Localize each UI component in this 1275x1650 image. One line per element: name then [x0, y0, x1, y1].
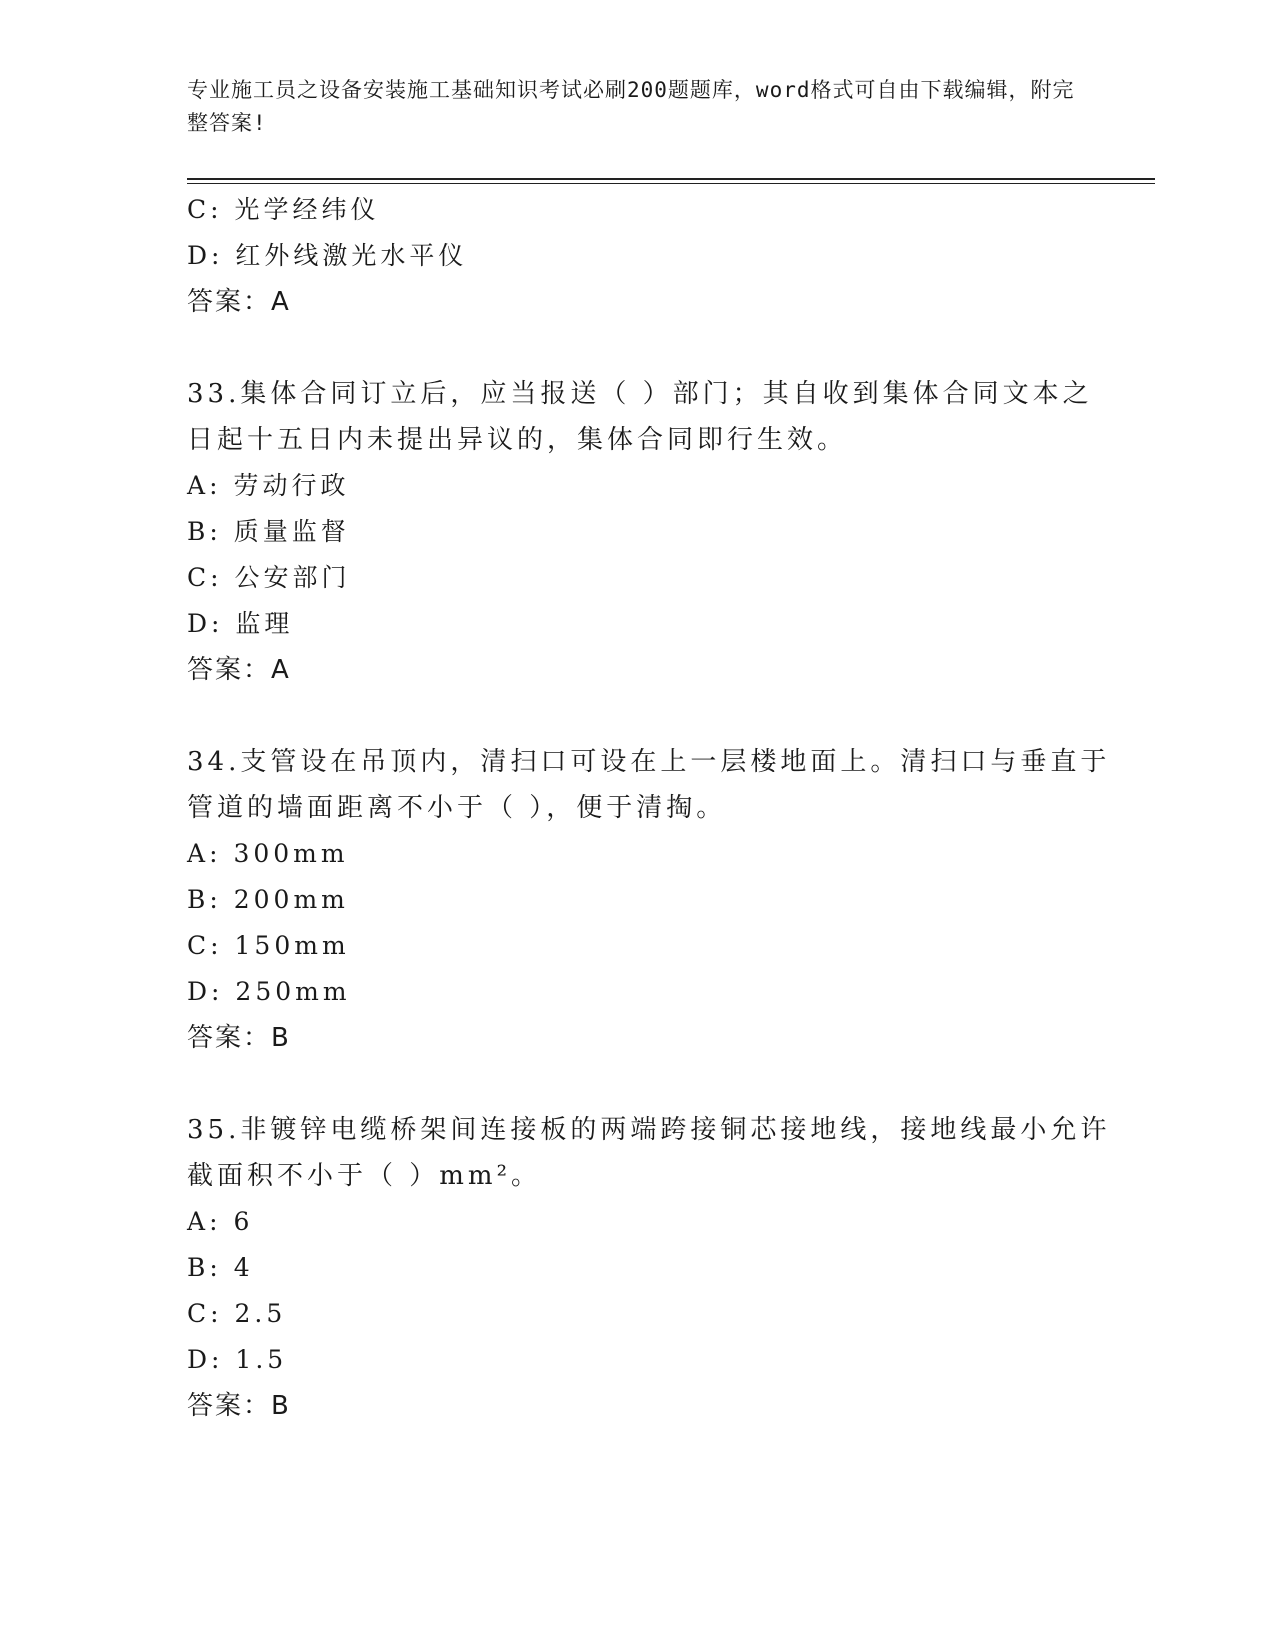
option-d: D: 红外线激光水平仪 — [187, 241, 468, 270]
question-stem: 34.支管设在吊顶内，清扫口可设在上一层楼地面上。清扫口与垂直于 — [187, 747, 1111, 777]
option-d: D: 监理 — [187, 609, 294, 638]
option-d: D: 250mm — [187, 977, 351, 1006]
question-list — [187, 187, 1111, 1429]
option-c: C: 公安部门 — [187, 563, 351, 592]
question-35 — [187, 1107, 1111, 1429]
option-b: B: 4 — [187, 1253, 254, 1282]
question-stem: 35.非镀锌电缆桥架间连接板的两端跨接铜芯接地线，接地线最小允许 — [187, 1115, 1111, 1145]
option-c: C: 150mm — [187, 931, 350, 960]
answer: 答案：A — [187, 655, 291, 685]
question-stem-cont: 截面积不小于（ ）mm²。 — [187, 1161, 541, 1191]
option-c: C: 2.5 — [187, 1299, 287, 1328]
question-32-tail — [187, 187, 1107, 325]
question-stem: 33.集体合同订立后，应当报送（ ）部门；其自收到集体合同文本之 — [187, 379, 1093, 409]
option-d: D: 1.5 — [187, 1345, 288, 1374]
option-a: A: 300mm — [187, 839, 349, 868]
header-rule-thin — [187, 183, 1155, 184]
question-34 — [187, 739, 1111, 1061]
answer: 答案：B — [187, 1391, 291, 1421]
document-header: 专业施工员之设备安装施工基础知识考试必刷200题题库，word格式可自由下载编辑，附完整答案! — [187, 78, 1075, 135]
answer: 答案：B — [187, 1023, 291, 1053]
header-rule-thick — [187, 178, 1155, 180]
question-stem-cont: 管道的墙面距离不小于（ ），便于清掏。 — [187, 793, 727, 823]
question-33 — [187, 371, 1107, 693]
option-a: A: 6 — [187, 1207, 254, 1236]
option-b: B: 200mm — [187, 885, 349, 914]
option-c: C: 光学经纬仪 — [187, 195, 380, 224]
answer: 答案：A — [187, 287, 291, 317]
option-b: B: 质量监督 — [187, 517, 350, 546]
question-stem-cont: 日起十五日内未提出异议的，集体合同即行生效。 — [187, 425, 848, 455]
option-a: A: 劳动行政 — [187, 471, 350, 500]
